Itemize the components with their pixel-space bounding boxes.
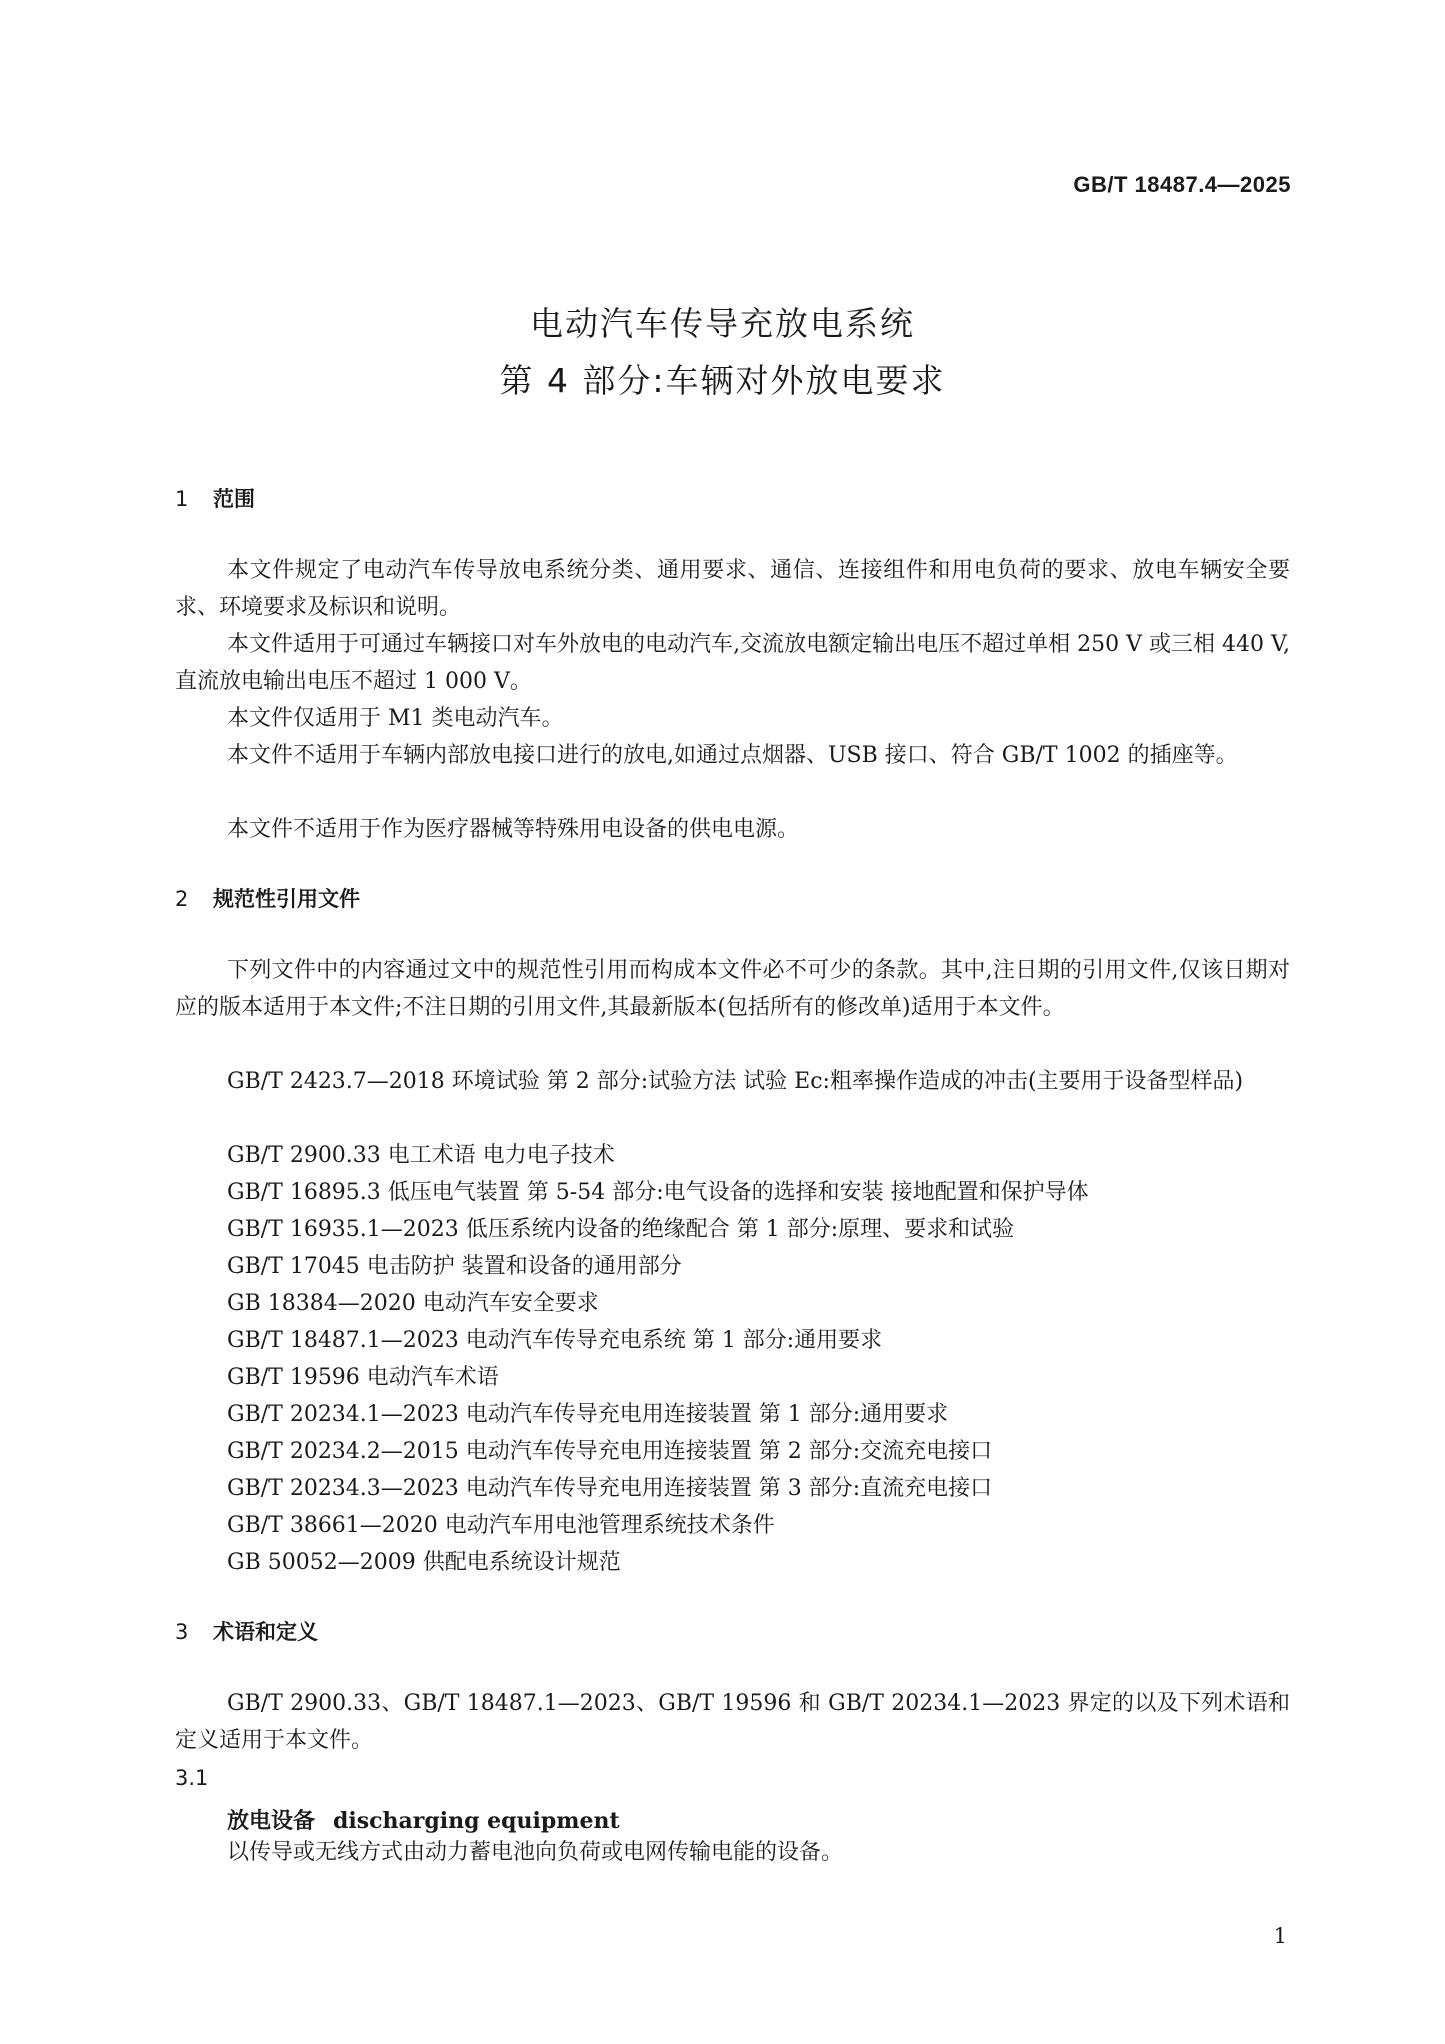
- reference-item: GB/T 20234.3—2023 电动汽车传导充电用连接装置 第 3 部分:直流充电接口: [227, 1476, 993, 1501]
- term-definition: 以传导或无线方式由动力蓄电池向负荷或电网传输电能的设备。: [227, 1840, 844, 1865]
- scope-paragraph: 本文件仅适用于 M1 类电动汽车。: [227, 706, 564, 731]
- term-entry: [227, 1804, 620, 1835]
- section-heading-normative-references: [175, 883, 360, 913]
- reference-item: GB/T 20234.1—2023 电动汽车传导充电用连接装置 第 1 部分:通用要求: [227, 1402, 949, 1427]
- scope-paragraph: 本文件适用于可通过车辆接口对车外放电的电动汽车,交流放电额定输出电压不超过单相 250 V 或三相 440 V,直流放电输出电压不超过 1 000 V。: [175, 632, 1290, 694]
- standard-number: GB/T 18487.4—2025: [1073, 172, 1291, 197]
- reference-item: GB/T 2900.33 电工术语 电力电子技术: [227, 1143, 615, 1168]
- term-chinese: 放电设备: [227, 1809, 316, 1834]
- term-english: discharging equipment: [333, 1808, 620, 1834]
- reference-item: GB 18384—2020 电动汽车安全要求: [227, 1291, 599, 1316]
- terms-intro: GB/T 2900.33、GB/T 18487.1—2023、GB/T 19596 和 GB/T 20234.1—2023 界定的以及下列术语和定义适用于本文件。: [175, 1691, 1290, 1753]
- section-number: 2: [175, 887, 189, 911]
- section-number: 1: [175, 487, 189, 511]
- reference-item: GB/T 20234.2—2015 电动汽车传导充电用连接装置 第 2 部分:交流充电接口: [227, 1439, 993, 1464]
- scope-paragraph: 本文件不适用于作为医疗器械等特殊用电设备的供电电源。: [227, 817, 800, 842]
- page-number: 1: [1273, 1924, 1287, 1948]
- reference-item: GB/T 16935.1—2023 低压系统内设备的绝缘配合 第 1 部分:原理、要求和试验: [227, 1217, 1015, 1242]
- document-title-line2: 第 4 部分:车辆对外放电要求: [499, 361, 946, 400]
- reference-item: GB/T 17045 电击防护 装置和设备的通用部分: [227, 1254, 682, 1279]
- document-title-line1: 电动汽车传导充放电系统: [530, 304, 915, 343]
- reference-item: GB/T 18487.1—2023 电动汽车传导充电系统 第 1 部分:通用要求: [227, 1328, 883, 1353]
- clause-number: 3.1: [175, 1766, 209, 1790]
- section-heading-scope: [175, 483, 255, 513]
- section-heading-terms: [175, 1616, 318, 1646]
- scope-paragraph: 本文件不适用于车辆内部放电接口进行的放电,如通过点烟器、USB 接口、符合 GB/T 1002 的插座等。: [227, 743, 1238, 768]
- scope-paragraph: 本文件规定了电动汽车传导放电系统分类、通用要求、通信、连接组件和用电负荷的要求、放电车辆安全要求、环境要求及标识和说明。: [175, 558, 1290, 620]
- references-intro: 下列文件中的内容通过文中的规范性引用而构成本文件必不可少的条款。其中,注日期的引用文件,仅该日期对应的版本适用于本文件;不注日期的引用文件,其最新版本(包括所有的修改单)适用于本文件。: [175, 958, 1290, 1020]
- section-title: 术语和定义: [213, 1620, 318, 1644]
- reference-item: GB/T 38661—2020 电动汽车用电池管理系统技术条件: [227, 1513, 775, 1538]
- reference-item: GB/T 19596 电动汽车术语: [227, 1365, 499, 1390]
- section-title: 范围: [213, 487, 255, 511]
- reference-item: GB 50052—2009 供配电系统设计规范: [227, 1550, 621, 1575]
- reference-item: GB/T 16895.3 低压电气装置 第 5-54 部分:电气设备的选择和安装 接地配置和保护导体: [227, 1180, 1089, 1205]
- reference-item: GB/T 2423.7—2018 环境试验 第 2 部分:试验方法 试验 Ec:粗率操作造成的冲击(主要用于设备型样品): [227, 1069, 1244, 1094]
- section-title: 规范性引用文件: [213, 887, 360, 911]
- section-number: 3: [175, 1620, 189, 1644]
